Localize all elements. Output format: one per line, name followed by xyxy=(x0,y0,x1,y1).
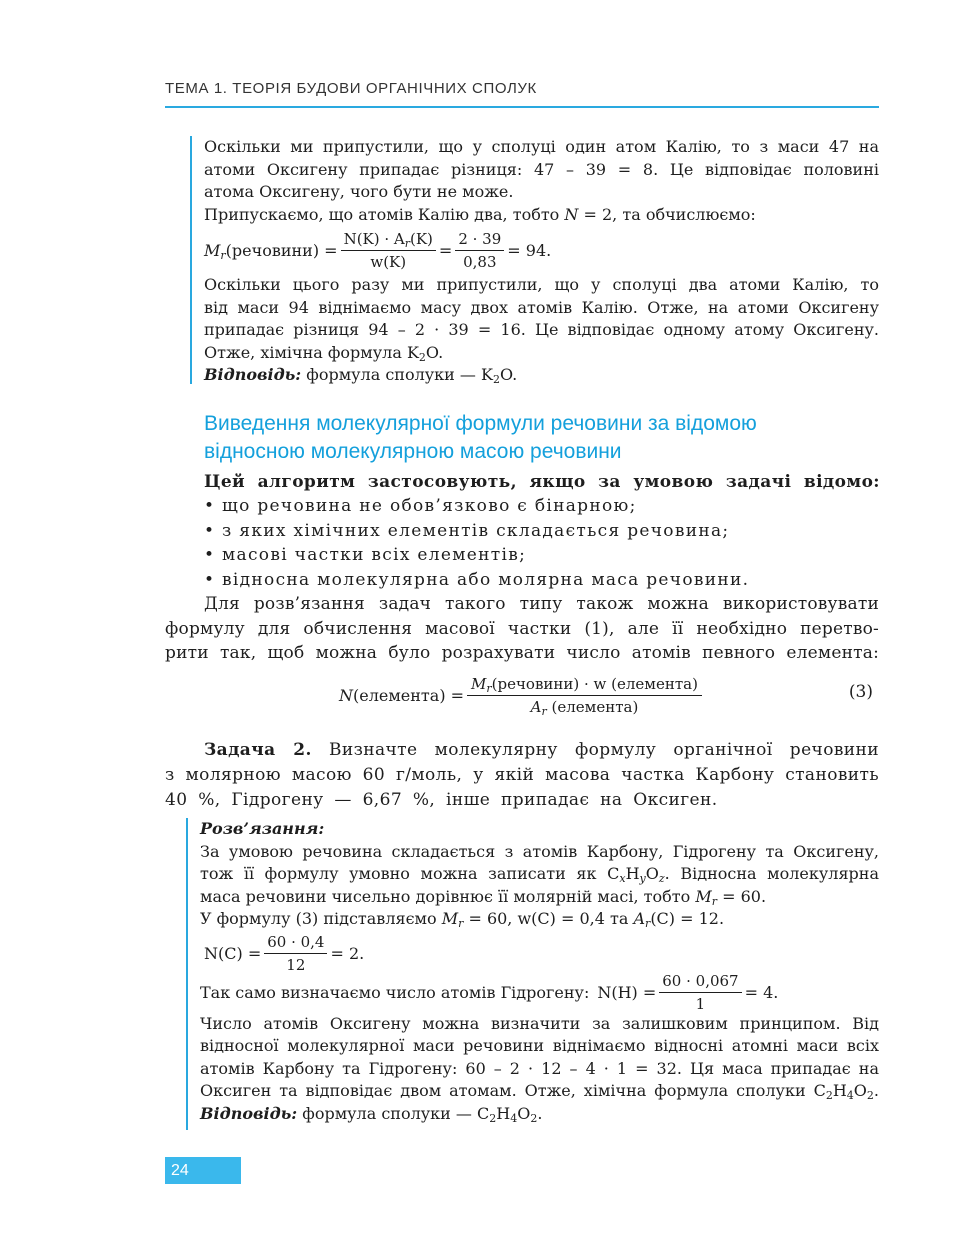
text-line: атома Оксигену, чого бути не може. xyxy=(204,182,514,201)
running-header xyxy=(165,80,879,106)
text-line: маса речовини чисельно дорівнює її молярній масі, тобто $M_r = 60$. xyxy=(200,886,767,908)
text-line: У формулу (3) підставляємо $M_r = 60$, w(C) = 0,4 та $A_r(C) = 12$. xyxy=(200,909,725,930)
text-line: Оскільки цього разу ми припустили, що у сполуці два атоми Калію, то xyxy=(204,275,879,294)
text-line: від маси 94 віднімаємо масу двох атомів Калію. Отже, на атоми Оксигену xyxy=(204,297,879,317)
text-line: Отже, хімічна формула $K_2O$. xyxy=(204,342,444,364)
list-item: • масові частки всіх елементів; xyxy=(204,545,527,565)
header-rule xyxy=(165,106,879,108)
list-item: • що речовина не обов’язково є бінарною; xyxy=(204,496,637,516)
text-line: атомів Карбону та Гідрогену: 60 – 2 · 12 – 4 · 1 = 32. Ця маса припадає на xyxy=(200,1058,879,1078)
text-line: Число атомів Оксигену можна визначити за залишковим принципом. Від xyxy=(200,1013,879,1033)
list-item: • з яких хімічних елементів складається речовина; xyxy=(204,520,730,541)
solution-block-2 xyxy=(186,818,879,1130)
solution-block-1 xyxy=(190,136,879,384)
fraction: $\frac{60 \cdot 0,067}{1}$ xyxy=(659,972,741,1013)
fraction: $\frac{M_r(речовини) \cdot w (елемента)}{A_r (елемента)}$ xyxy=(467,675,702,716)
text-line: відносної молекулярної маси речовини віднімаємо відносні атомні маси всіх xyxy=(200,1036,879,1055)
formula-number: (3) xyxy=(848,682,873,702)
text-line: Оскільки ми припустили, що у сполуці один атом Калію, то з маси 47 на xyxy=(204,137,879,156)
hydrogen-formula: Так само визначаємо число атомів Гідрогену: N(H) = $\frac{60 \cdot 0,067}{1}$ = 4. xyxy=(200,972,779,1013)
formula-3: N(елемента) = $\frac{M_r(речовини) \cdot w (елемента)}{A_r (елемента)}$ (3) xyxy=(339,674,873,718)
list-item: • відносна молекулярна або молярна маса речовини. xyxy=(204,569,750,590)
text-line: атоми Оксигену припадає різниця: 47 – 39 = 8. Це відповідає половині xyxy=(204,159,879,179)
fraction: $\frac{60 \cdot 0,4}{12}$ xyxy=(264,933,327,974)
molar-mass-formula: $M_r(речовини)$ = $\frac{N(K) \cdot A_r(K)}{w(K)}$ = $\frac{2 \cdot 39}{0,83}$ = 94. xyxy=(204,229,552,271)
paragraph: Для розв’язання задач такого типу також можна використовувати формулу для обчислення масової частки (1), але її необхідно перетво- рити так, щоб можна було розрахувати число атомів певного елемента: xyxy=(165,594,879,663)
algorithm-list xyxy=(204,470,880,592)
text-line: Оксиген та відповідає двом атомам. Отже, хімічна формула сполуки $C_2H_4O_2$. xyxy=(200,1081,879,1102)
answer-line: Відповідь: формула сполуки — $C_2H_4O_2$. xyxy=(200,1103,543,1125)
solution-label: Розв’язання: xyxy=(200,819,325,838)
carbon-formula: N(C) = $\frac{60 \cdot 0,4}{12}$ = 2. xyxy=(204,933,365,974)
answer-line: Відповідь: формула сполуки — $K_2O$. xyxy=(204,365,518,386)
algorithm-lead: Цей алгоритм застосовують, якщо за умовою задачі відомо: xyxy=(204,472,880,492)
text-line: припадає різниця 94 – 2 · 39 = 16. Це відповідає одному атому Оксигену. xyxy=(204,320,879,339)
fraction: $\frac{2 \cdot 39}{0,83}$ xyxy=(455,230,504,271)
page-number: 24 xyxy=(165,1157,241,1184)
section-title: Виведення молекулярної формули речовини за відомою відносною молекулярною масою речовини xyxy=(204,412,757,463)
task-2: Задача 2. Визначте молекулярну формулу органічної речовини з молярною масою 60 г/моль, у якій масова частка Карбону становить 40 %, Гідрогену — 6,67 %, інше припадає на Оксиген. xyxy=(165,740,879,810)
task-label: Задача 2. xyxy=(204,740,312,760)
fraction: $\frac{N(K) \cdot A_r(K)}{w(K)}$ xyxy=(341,230,436,271)
text-line: За умовою речовина складається з атомів Карбону, Гідрогену та Оксигену, xyxy=(200,841,879,861)
text-line: Припускаємо, що атомів Калію два, тобто N = 2, та обчислюємо: xyxy=(204,204,756,224)
header-title: ТЕМА 1. ТЕОРІЯ БУДОВИ ОРГАНІЧНИХ СПОЛУК xyxy=(165,80,537,97)
text-line: тож її формулу умовно можна записати як $C_xH_yO_z$. Відносна молекулярна xyxy=(200,864,879,885)
